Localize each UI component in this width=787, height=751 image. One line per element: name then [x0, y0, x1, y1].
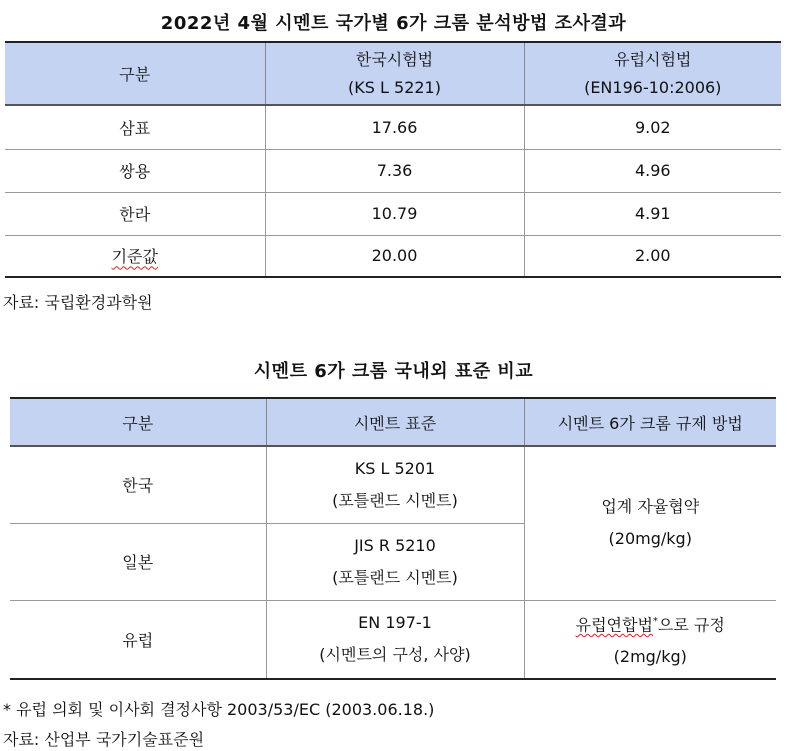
standards-comparison-table [10, 397, 776, 680]
cement-standard [266, 600, 524, 679]
europe-value: 4.91 [524, 192, 781, 235]
table2-title: 시멘트 6가 크롬 국내외 표준 비교 [253, 361, 534, 382]
table1-source: 자료: 국립환경과학원 [3, 293, 153, 312]
regulation-limit: (20mg/kg) [608, 529, 692, 549]
header-korea-method [265, 42, 524, 105]
header-cement-standard: 시멘트 표준 [266, 398, 524, 446]
europe-regulation-method [524, 600, 776, 679]
analysis-results-table [5, 41, 781, 278]
standard-code: KS L 5201 [354, 458, 436, 478]
europe-value: 4.96 [524, 149, 781, 192]
header-europe-method-code: (EN196-10:2006) [584, 77, 722, 97]
regulation-suffix: 으로 규정 [657, 614, 725, 634]
table-row [5, 105, 781, 149]
table-row [5, 149, 781, 192]
header-korea-method-code: (KS L 5221) [348, 77, 441, 97]
table2-footnote: * 유럽 의회 및 이사회 결정사항 2003/53/EC (2003.06.18.) [3, 700, 435, 719]
row-name [5, 235, 265, 277]
standard-code: EN 197-1 [358, 613, 432, 633]
korea-value: 20.00 [265, 235, 524, 277]
standard-description: (포틀랜드 시멘트) [332, 567, 458, 587]
korea-value: 17.66 [265, 105, 524, 149]
standard-description: (포틀랜드 시멘트) [332, 490, 458, 510]
table-row [10, 446, 776, 523]
standard-description: (시멘트의 구성, 사양) [319, 645, 471, 665]
row-name: 유럽 [10, 600, 266, 679]
header-europe-method [524, 42, 781, 105]
korea-value: 10.79 [265, 192, 524, 235]
standard-code: JIS R 5210 [354, 535, 436, 555]
regulation-text: 업계 자율협약 [601, 497, 700, 517]
table1-title: 2022년 4월 시멘트 국가별 6가 크롬 분석방법 조사결과 [160, 13, 627, 34]
row-name: 쌍용 [5, 149, 265, 192]
header-category: 구분 [10, 398, 266, 446]
row-name: 한국 [10, 446, 266, 523]
header-regulation-method: 시멘트 6가 크롬 규제 방법 [524, 398, 776, 446]
header-korea-method-name: 한국시험법 [355, 49, 434, 69]
table1-header-row [5, 42, 781, 105]
cement-standard [266, 523, 524, 600]
table-row [5, 235, 781, 277]
europe-value: 9.02 [524, 105, 781, 149]
table2-header-row [10, 398, 776, 446]
footnote-mark: * [652, 615, 658, 627]
cement-standard [266, 446, 524, 523]
row-name: 한라 [5, 192, 265, 235]
standard-value-label: 기준값 [111, 247, 158, 267]
header-europe-method-name: 유럽시험법 [614, 49, 692, 69]
table2-source: 자료: 산업부 국가기술표준원 [3, 730, 205, 749]
regulation-limit: (2mg/kg) [613, 646, 687, 666]
table-row [10, 600, 776, 679]
row-name: 삼표 [5, 105, 265, 149]
regulation-text [525, 606, 777, 641]
europe-value: 2.00 [524, 235, 781, 277]
table-row [5, 192, 781, 235]
eu-law-label: 유럽연합법 [575, 614, 653, 634]
row-name: 일본 [10, 523, 266, 600]
korea-value: 7.36 [265, 149, 524, 192]
header-category: 구분 [5, 42, 265, 105]
shared-regulation-method [524, 446, 776, 600]
